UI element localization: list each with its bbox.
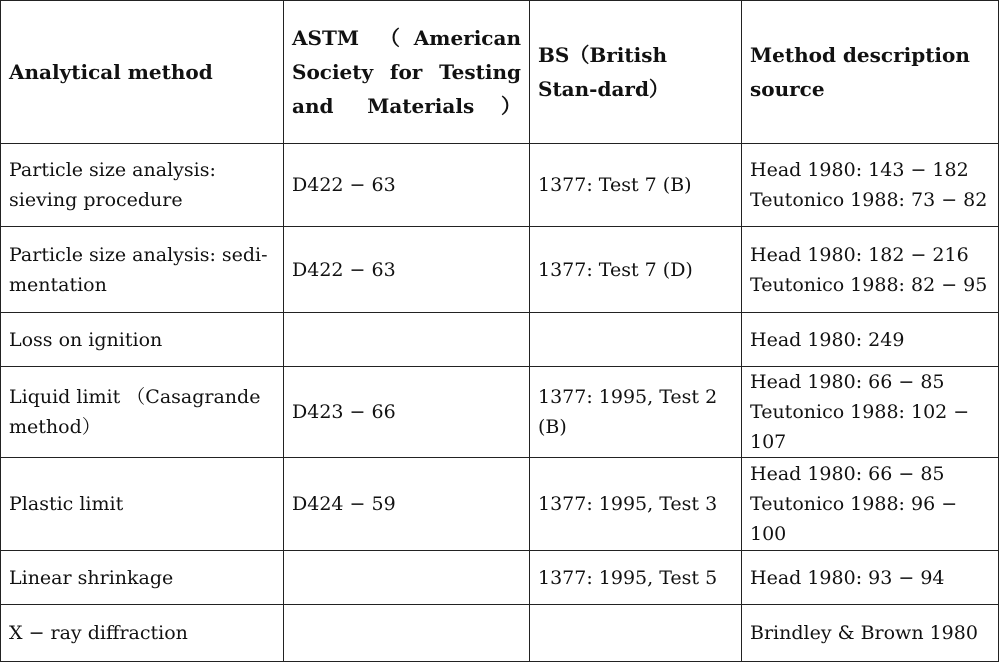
cell-method: Linear shrinkage [1,551,284,605]
cell-bs: 1377: 1995, Test 2 (B) [530,367,742,458]
cell-source [742,313,999,367]
cell-method: Plastic limit [1,458,284,551]
source-line: Teutonico 1988: 82 − 95 [750,273,988,296]
cell-source [742,551,999,605]
cell-source [742,367,999,458]
cell-bs: 1377: 1995, Test 5 [530,551,742,605]
cell-method: Liquid limit （Casagrande method） [1,367,284,458]
cell-astm: D423 − 66 [284,367,530,458]
table-row [1,605,999,662]
cell-method: X − ray diffraction [1,605,284,662]
header-row [1,1,999,144]
source-line: Brindley & Brown 1980 [750,622,978,644]
header-bs: BS（British Stan-dard） [530,1,742,144]
table-row [1,313,999,367]
source-line: Head 1980: 143 − 182 [750,159,969,181]
cell-astm: D422 − 63 [284,144,530,227]
cell-source [742,227,999,313]
cell-bs: 1377: 1995, Test 3 [530,458,742,551]
cell-method: Particle size analysis: sedi-mentation [1,227,284,313]
cell-source [742,605,999,662]
table-row [1,227,999,313]
cell-astm [284,551,530,605]
cell-bs: 1377: Test 7 (B) [530,144,742,227]
cell-source [742,144,999,227]
cell-astm [284,605,530,662]
cell-bs [530,313,742,367]
source-line: Teutonico 1988: 73 − 82 [750,189,988,211]
table-row [1,551,999,605]
table-row [1,367,999,458]
header-analytical-method: Analytical method [1,1,284,144]
source-line: Head 1980: 182 − 216 [750,243,969,266]
source-line: Teutonico 1988: 96 − 100 [750,493,958,545]
header-astm: ASTM （American Society for Testing and Materials） [284,1,530,144]
source-line: Head 1980: 66 − 85 [750,463,945,485]
header-method-source: Method description source [742,1,999,144]
cell-bs: 1377: Test 7 (D) [530,227,742,313]
cell-astm [284,313,530,367]
cell-bs [530,605,742,662]
table-row [1,144,999,227]
source-line: Head 1980: 249 [750,328,905,351]
cell-method: Particle size analysis: sieving procedure [1,144,284,227]
cell-astm: D424 − 59 [284,458,530,551]
cell-method: Loss on ignition [1,313,284,367]
source-line: Head 1980: 93 − 94 [750,566,945,589]
cell-source [742,458,999,551]
source-line: Teutonico 1988: 102 − 107 [750,401,970,453]
source-line: Head 1980: 66 − 85 [750,371,945,393]
cell-astm: D422 − 63 [284,227,530,313]
table-row [1,458,999,551]
